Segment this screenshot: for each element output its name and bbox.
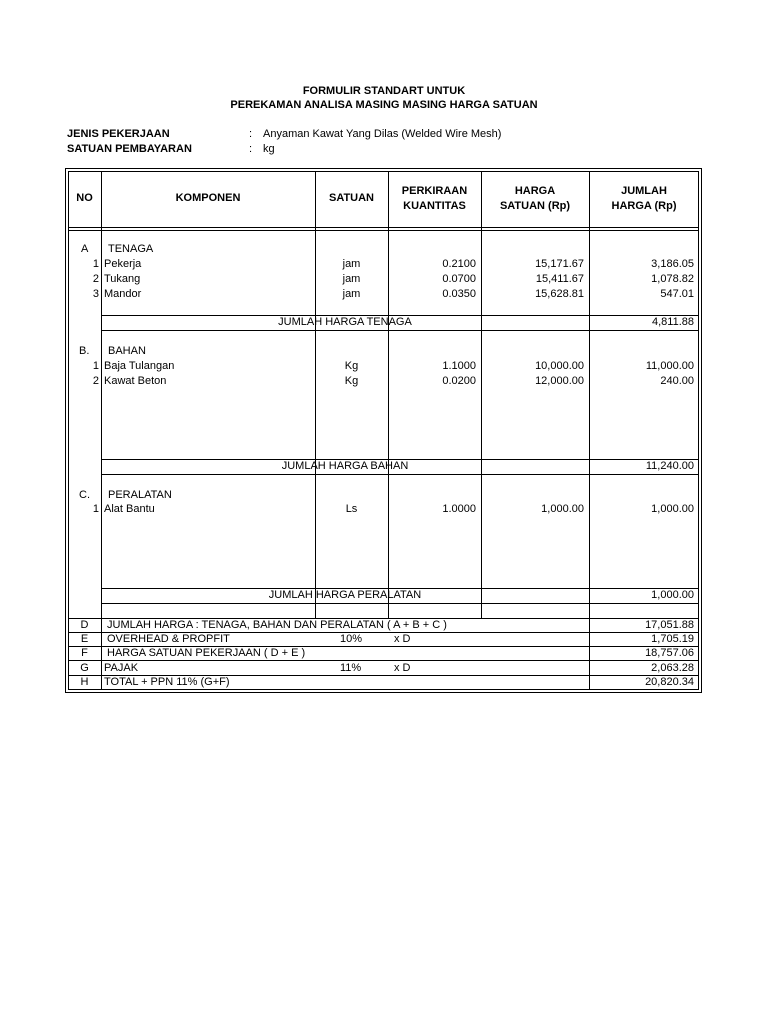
header-jumlah-line1: JUMLAH	[621, 185, 667, 197]
row-unit: Kg	[344, 375, 359, 387]
row-qty: 0.0350	[442, 288, 476, 300]
jenis-pekerjaan-value: Anyaman Kawat Yang Dilas (Welded Wire Mesh)	[263, 128, 502, 140]
col-divider-komponen	[315, 171, 316, 618]
row-total: 1,078.82	[651, 273, 694, 285]
header-divider-double	[68, 230, 699, 231]
col-divider-no	[101, 171, 102, 690]
section-a-code: A	[81, 243, 89, 255]
section-c-name: PERALATAN	[108, 489, 172, 501]
row-name: Alat Bantu	[104, 503, 155, 515]
form-title-line2: PEREKAMAN ANALISA MASING MASING HARGA SATUAN	[230, 99, 538, 111]
row-unit: Ls	[345, 503, 358, 515]
header-kuantitas-line1: PERKIRAAN	[401, 185, 468, 197]
col-divider-kuantitas	[481, 171, 482, 618]
row-total: 240.00	[660, 375, 694, 387]
row-no: 1	[92, 258, 99, 270]
table-inner-border	[68, 171, 699, 690]
col-divider-harga	[589, 171, 590, 690]
row-qty: 1.1000	[442, 360, 476, 372]
summary-code: H	[80, 676, 89, 688]
summary-value: 20,820.34	[645, 676, 694, 688]
tenaga-subtotal-label: JUMLAH HARGA TENAGA	[278, 316, 412, 328]
summary-code: D	[80, 619, 89, 631]
satuan-pembayaran-label: SATUAN PEMBAYARAN	[67, 143, 192, 155]
summary-value: 17,051.88	[645, 619, 694, 631]
satuan-pembayaran-value: kg	[263, 143, 275, 155]
section-a-name: TENAGA	[108, 243, 154, 255]
summary-code: E	[80, 633, 89, 645]
summary-code: G	[80, 662, 89, 674]
peralatan-subtotal-label: JUMLAH HARGA PERALATAN	[268, 589, 422, 601]
summary-percent: 11%	[340, 662, 362, 674]
section-b-code: B.	[79, 345, 90, 357]
summary-label: HARGA SATUAN PEKERJAAN ( D + E )	[107, 647, 306, 659]
row-unit: jam	[342, 288, 361, 300]
row-name: Mandor	[104, 288, 142, 300]
row-price: 15,628.81	[535, 288, 584, 300]
row-no: 1	[92, 360, 99, 372]
row-name: Pekerja	[104, 258, 142, 270]
row-price: 1,000.00	[541, 503, 584, 515]
row-unit: Kg	[344, 360, 359, 372]
summary-label: PAJAK	[104, 662, 139, 674]
row-total: 547.01	[660, 288, 694, 300]
summary-value: 2,063.28	[651, 662, 694, 674]
jenis-pekerjaan-label: JENIS PEKERJAAN	[67, 128, 170, 140]
row-unit: jam	[342, 258, 361, 270]
row-price: 10,000.00	[535, 360, 584, 372]
summary-label: TOTAL + PPN 11% (G+F)	[104, 676, 230, 688]
col-divider-satuan	[388, 171, 389, 618]
bahan-subtotal-bottom	[101, 474, 699, 475]
header-harga-line2: SATUAN (Rp)	[499, 200, 571, 212]
bahan-subtotal-label: JUMLAH HARGA BAHAN	[281, 460, 409, 472]
jenis-pekerjaan-separator: :	[249, 128, 253, 140]
row-total: 1,000.00	[651, 503, 694, 515]
row-name: Kawat Beton	[104, 375, 167, 387]
section-b-name: BAHAN	[108, 345, 146, 357]
summary-label: JUMLAH HARGA : TENAGA, BAHAN DAN PERALATAN ( A + B + C )	[107, 619, 447, 631]
summary-label: OVERHEAD & PROPFIT	[107, 633, 230, 645]
header-harga-line1: HARGA	[514, 185, 556, 197]
summary-line-f	[68, 660, 699, 661]
header-no: NO	[76, 192, 93, 204]
peralatan-subtotal-bottom	[101, 603, 699, 604]
row-price: 12,000.00	[535, 375, 584, 387]
summary-value: 1,705.19	[651, 633, 694, 645]
row-total: 3,186.05	[651, 258, 694, 270]
summary-value: 18,757.06	[645, 647, 694, 659]
row-name: Tukang	[104, 273, 141, 285]
row-unit: jam	[342, 273, 361, 285]
summary-percent: 10%	[340, 633, 363, 645]
header-satuan: SATUAN	[328, 192, 374, 204]
peralatan-subtotal-value: 1,000.00	[651, 589, 694, 601]
header-jumlah-line2: HARGA (Rp)	[611, 200, 677, 212]
tenaga-subtotal-value: 4,811.88	[651, 316, 694, 328]
row-qty: 0.0700	[442, 273, 476, 285]
summary-multiplier: x D	[394, 662, 411, 674]
row-no: 2	[92, 273, 99, 285]
row-qty: 0.2100	[442, 258, 476, 270]
row-no: 2	[92, 375, 99, 387]
bahan-subtotal-value: 11,240.00	[645, 460, 694, 472]
row-no: 3	[92, 288, 99, 300]
tenaga-subtotal-bottom	[101, 330, 699, 331]
row-price: 15,411.67	[535, 273, 584, 285]
header-kuantitas-line2: KUANTITAS	[403, 200, 466, 212]
row-price: 15,171.67	[535, 258, 584, 270]
row-qty: 0.0200	[442, 375, 476, 387]
header-divider	[68, 227, 699, 228]
summary-multiplier: x D	[394, 633, 411, 645]
row-name: Baja Tulangan	[104, 360, 175, 372]
section-c-code: C.	[79, 489, 90, 501]
summary-code: F	[81, 647, 88, 659]
form-title-line1: FORMULIR STANDART UNTUK	[302, 85, 466, 97]
row-total: 11,000.00	[645, 360, 694, 372]
satuan-pembayaran-separator: :	[249, 143, 253, 155]
row-no: 1	[92, 503, 99, 515]
header-komponen: KOMPONEN	[175, 192, 241, 204]
row-qty: 1.0000	[442, 503, 476, 515]
